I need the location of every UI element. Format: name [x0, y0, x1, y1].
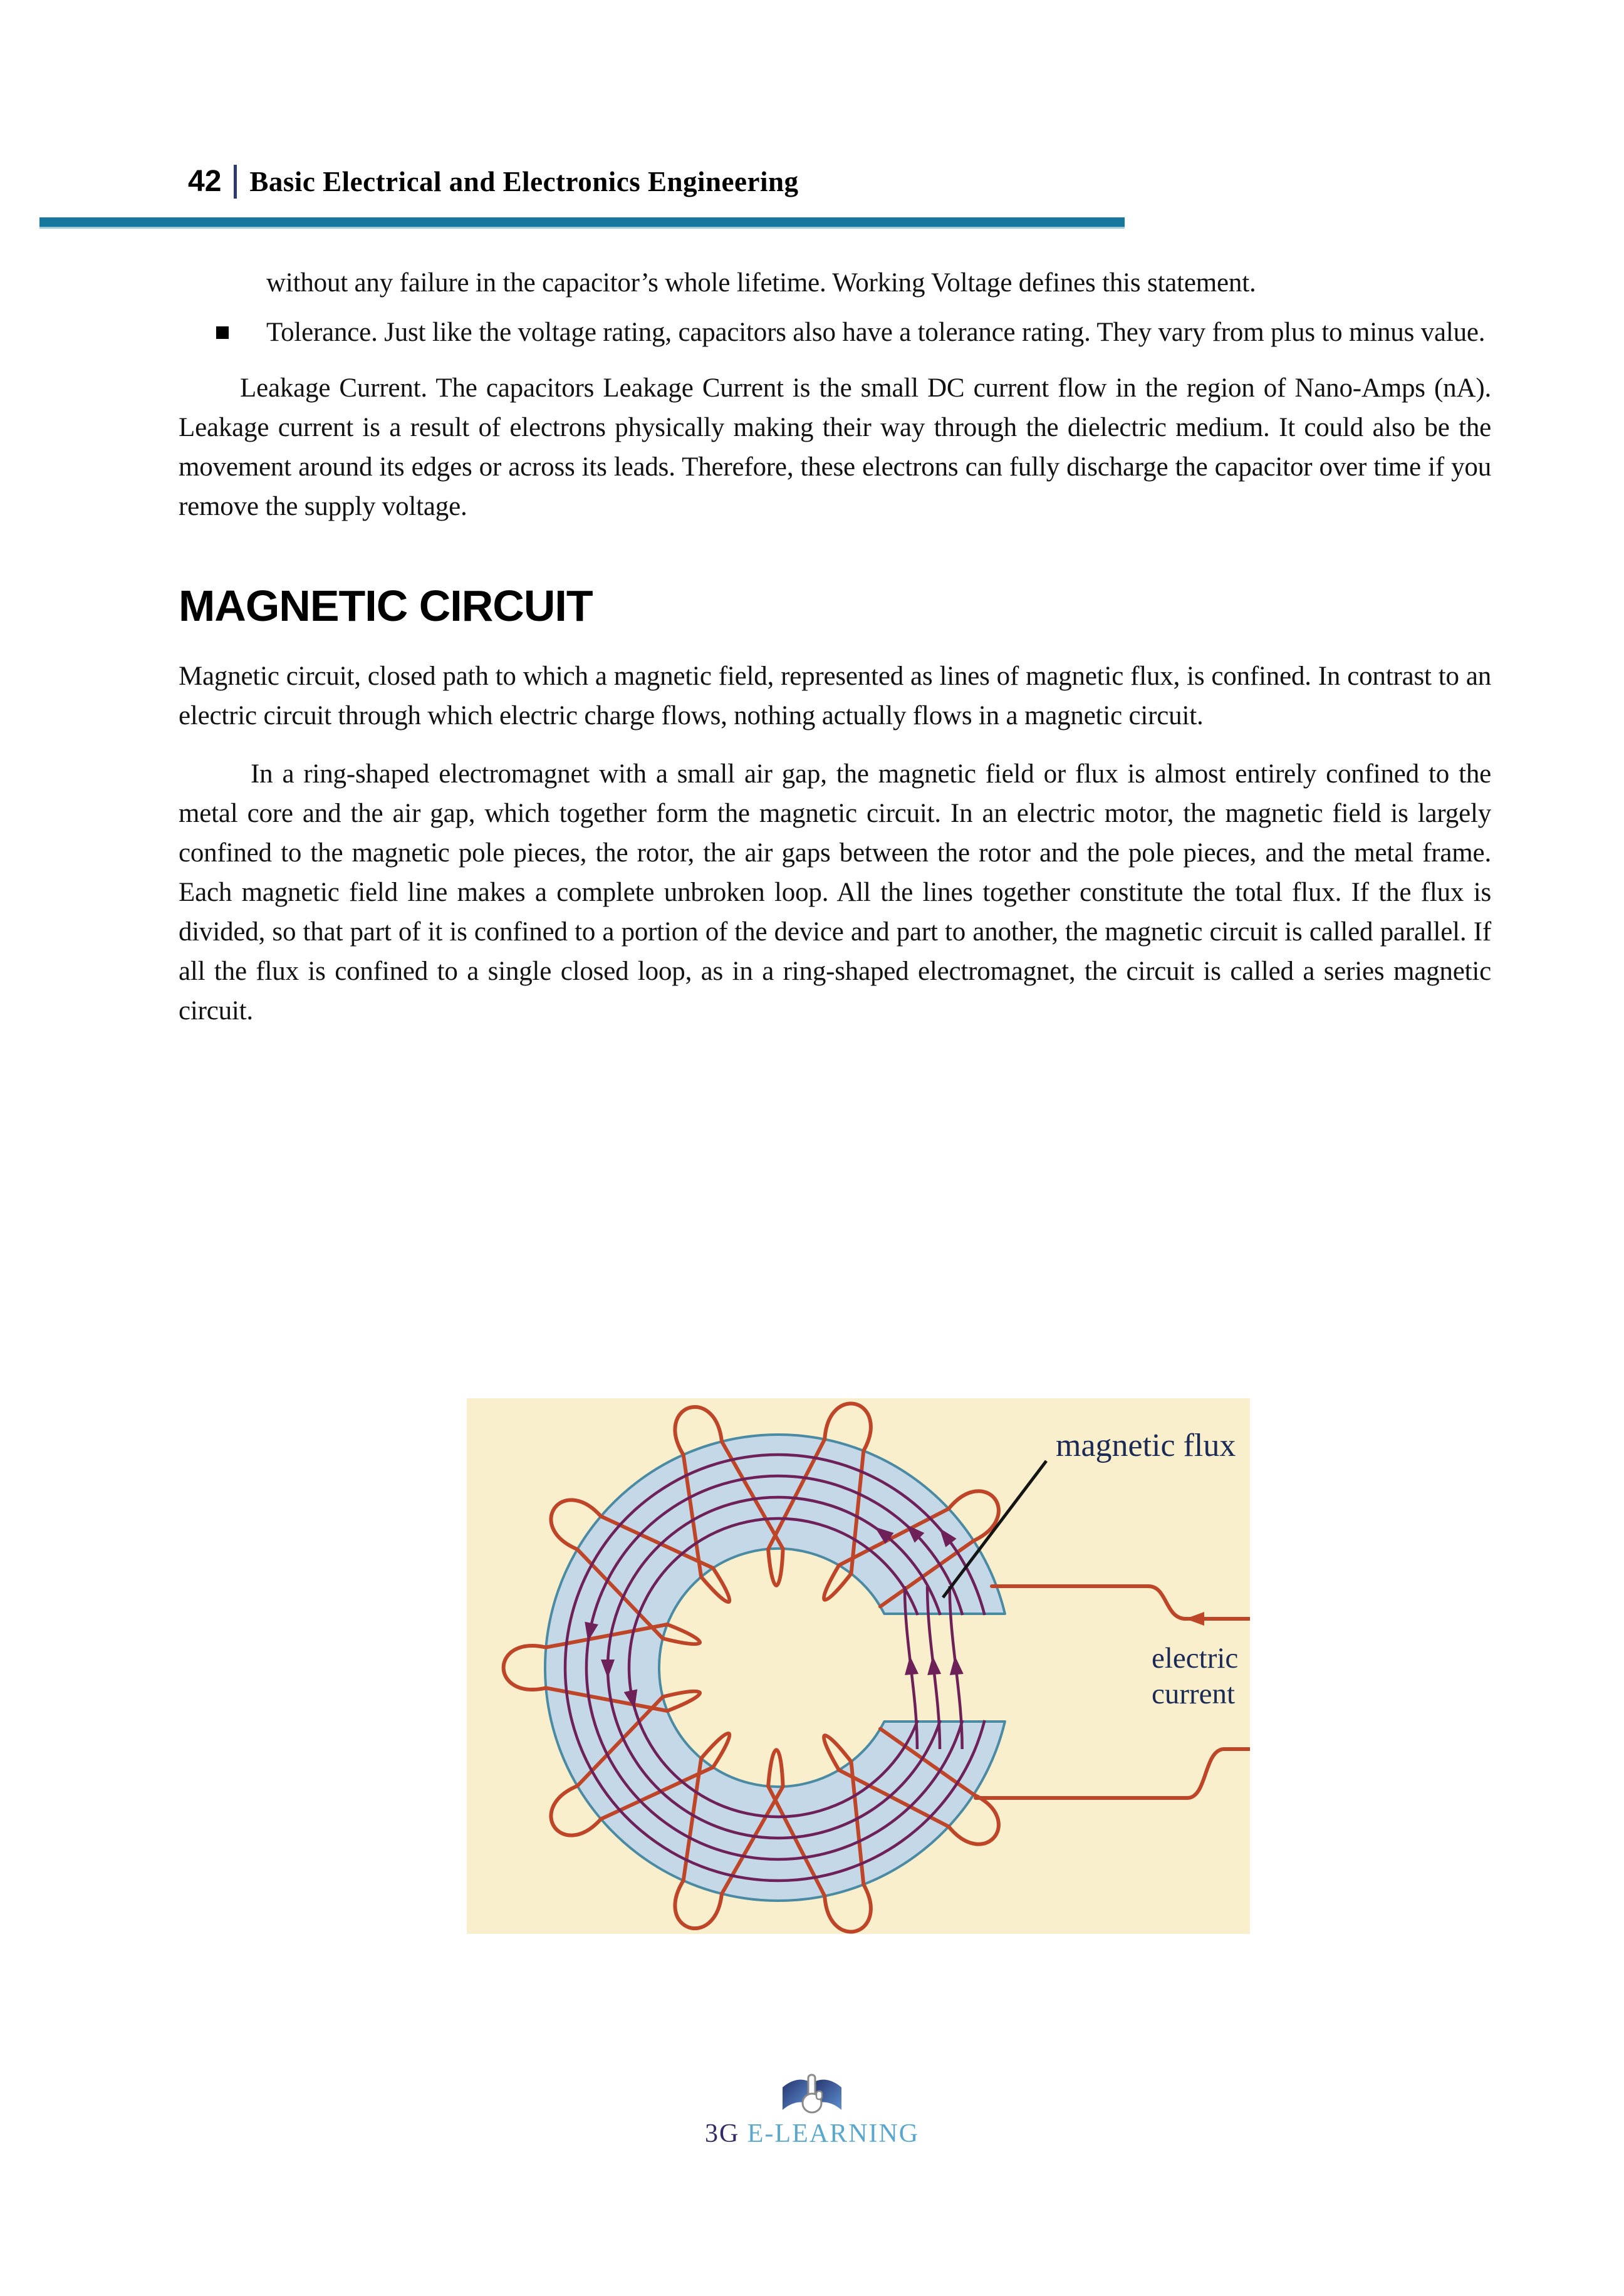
figure-magnetic-circuit	[467, 1398, 1250, 1934]
header-rule	[39, 217, 1125, 229]
bullet-square-icon	[216, 326, 229, 339]
electric-current-label-line1: electric	[1152, 1642, 1239, 1675]
page-number: 42	[188, 165, 222, 198]
header-divider	[234, 165, 237, 199]
running-head-title: Basic Electrical and Electronics Engineering	[249, 165, 799, 197]
magnetic-flux-label: magnetic flux	[1056, 1428, 1236, 1463]
footer-logo	[0, 2066, 1624, 2149]
paragraph-magnetic-2: In a ring-shaped electromagnet with a small air gap, the magnetic field or flux is almost entirely confined to the metal core and the air gap, which together form the magnetic circuit. In an electric motor, the magnetic field is largely confined to the magnetic pole pieces, the rotor, the air gaps between the rotor and the pole pieces, and the metal frame. Each magnetic field line makes a complete unbroken loop. All the lines together constitute the total flux. If the flux is divided, so that part of it is confined to a portion of the device and part to another, the magnetic circuit is called parallel. If all the flux is confined to a single closed loop, as in a ring-shaped electromagnet, the circuit is called a series magnetic circuit.	[179, 759, 1491, 1026]
logo-text-3g: 3G	[704, 2119, 740, 2148]
toroid-electromagnet-diagram	[467, 1398, 1250, 1934]
logo-text	[705, 2119, 919, 2149]
bullet-item	[179, 313, 1491, 352]
page-header	[188, 164, 799, 199]
logo-book-hand-icon	[778, 2066, 846, 2119]
hand-knuckle	[816, 2091, 822, 2099]
electric-current-label-line2: current	[1152, 1678, 1236, 1710]
paragraph-continuation: without any failure in the capacitor’s whole lifetime. Working Voltage defines this statement.	[266, 268, 1256, 298]
paragraph-leakage: Leakage Current. The capacitors Leakage Current is the small DC current flow in the region of Nano-Amps (nA). Leakage current is a result of electrons physically making their way through the dielectric medium. It could also be the movement around its edges or across its leads. Therefore, these electrons can fully discharge the capacitor over time if you remove the supply voltage.	[179, 373, 1491, 521]
logo-text-elearning: E-LEARNING	[747, 2119, 920, 2148]
bullet-item-text: Tolerance. Just like the voltage rating, capacitors also have a tolerance rating. They vary from plus to minus value.	[266, 318, 1486, 347]
paragraph-magnetic-1: Magnetic circuit, closed path to which a magnetic field, represented as lines of magnetic flux, is confined. In contrast to an electric circuit through which electric charge flows, nothing actually flows in a magnetic circuit.	[179, 662, 1491, 730]
body-text	[179, 263, 1491, 1031]
section-heading: MAGNETIC CIRCUIT	[179, 581, 593, 630]
